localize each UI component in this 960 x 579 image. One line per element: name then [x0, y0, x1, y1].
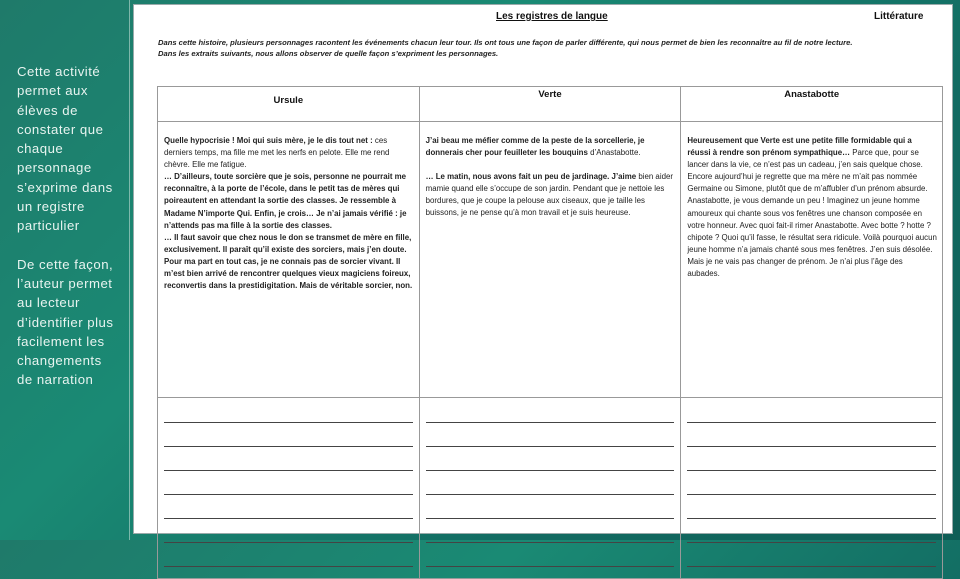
- answer-rule: [687, 566, 936, 567]
- sidebar-paragraph-1: Cette activité permet aux élèves de constater que chaque personnage s’exprime dans un registre particulier: [17, 64, 113, 234]
- document-intro: [158, 37, 938, 59]
- answer-rule: [687, 422, 936, 423]
- answer-lines-ursule[interactable]: [158, 398, 420, 579]
- verte-p1-bold: J’ai beau me méfier comme de la peste de la sorcellerie, je donnerais cher pour feuilleter les bouquins: [425, 136, 645, 158]
- worksheet-document: [133, 4, 953, 534]
- answer-rule: [687, 542, 936, 543]
- excerpt-anastabotte: [681, 122, 943, 398]
- sidebar-paragraph-2: De cette façon, l’auteur permet au lecteur d’identifier plus facilement les changements de narration: [17, 256, 114, 388]
- answer-rule: [164, 422, 413, 423]
- column-header-verte: Verte: [419, 87, 681, 122]
- answer-rule: [164, 542, 413, 543]
- verte-p2-rest: bien aider mamie quand elle s’occupe de son jardin. Pendant que je nettoie les bordures, que je coupe la pelouse aux ciseaux, que je taille les buissons, je ne pense qu’à mon travail et je suis heureuse.: [425, 172, 673, 218]
- column-header-anastabotte: Anastabotte: [681, 87, 943, 122]
- answer-rule: [426, 470, 675, 471]
- answer-rule: [426, 494, 675, 495]
- answer-rule: [164, 494, 413, 495]
- excerpt-table: [157, 86, 943, 579]
- intro-line-1: Dans cette histoire, plusieurs personnages racontent les événements chacun leur tour. Ils ont tous une façon de parler différente, qui nous permet de bien les reconnaître au fil de notre lecture.: [158, 38, 853, 47]
- document-title: Les registres de langue: [496, 11, 608, 22]
- answer-rule: [426, 446, 675, 447]
- anastabotte-p1-bold: Heureusement que Verte est une petite fille formidable qui a réussi à rendre son prénom sympathique…: [687, 136, 912, 158]
- ursule-p3: … Il faut savoir que chez nous le don se transmet de mère en fille, exclusivement. Il paraît qu’il existe des sorciers, mais j’en doute. Pour ma part en tout cas, je ne connais pas de sorcier vivant. Il m’est bien arrivé de rencontrer quelques vieux magiciens foireux, reconvertis dans la prestidigitation. Mais de véritable sorcier, non.: [164, 232, 413, 291]
- ursule-p1-rest: ces derniers temps, ma fille me met les nerfs en pelote. Elle me rend chèvre. Elle me fatigue.: [164, 136, 390, 170]
- answer-rule: [164, 470, 413, 471]
- answer-rule: [164, 446, 413, 447]
- anastabotte-p1-rest: Parce que, pour se lancer dans la vie, ce n’est pas un cadeau, j’en sais quelque chose. Encore aujourd’hui je regrette que ma mère ne m’ait pas nommée Germaine ou Simone, plutôt que de m’affubler d’un prénom absurde. Anastabotte, je vous demande un peu ! Imaginez un jeune homme amoureux qui chante sous vos fenêtres une chanson composée en votre honneur. Avec quoi fait-il rimer Anastabotte. Avec botte ? hotte ? chipote ? Quoi qu’il fasse, le résultat sera ridicule. Voilà pourquoi aucun jeune homme n’a jamais chanté sous mes fenêtres. J’en suis désolée. Mais je ne vais pas changer de prénom. Je n’ai plus l’âge des aubades.: [687, 148, 937, 279]
- ursule-p2: … D’ailleurs, toute sorcière que je sois, personne ne pourrait me reconnaître, à la porte de l’école, dans le petit tas de mères qui poireautent en attendant la sortie des classes. Je ressemble à Madame N’importe Qui. Enfin, je crois… Je n’ai jamais vérifié : je n’attends pas ma fille à la sortie des classes.: [164, 172, 407, 230]
- divider-line: [129, 0, 130, 540]
- column-header-ursule: Ursule: [158, 87, 420, 122]
- answer-lines-verte[interactable]: [419, 398, 681, 579]
- excerpt-verte: [419, 122, 681, 398]
- answer-rule: [426, 422, 675, 423]
- answer-rule: [687, 470, 936, 471]
- document-subject: Littérature: [874, 11, 924, 22]
- answer-rule: [687, 446, 936, 447]
- answer-rule: [426, 566, 675, 567]
- ursule-p1-bold: Quelle hypocrisie ! Moi qui suis mère, je le dis tout net :: [164, 136, 373, 145]
- answer-rule: [687, 518, 936, 519]
- excerpt-ursule: [158, 122, 420, 398]
- answer-lines-anastabotte[interactable]: [681, 398, 943, 579]
- intro-line-2: Dans les extraits suivants, nous allons observer de quelle façon s’expriment les personnages.: [158, 49, 499, 58]
- answer-rule: [426, 542, 675, 543]
- answer-rule: [426, 518, 675, 519]
- answer-rule: [164, 566, 413, 567]
- verte-p1-rest: d’Anastabotte.: [587, 148, 641, 158]
- answer-rule: [687, 494, 936, 495]
- verte-p2-bold: … Le matin, nous avons fait un peu de jardinage. J’aime: [425, 172, 637, 182]
- answer-rule: [164, 518, 413, 519]
- sidebar-notes: [17, 62, 117, 409]
